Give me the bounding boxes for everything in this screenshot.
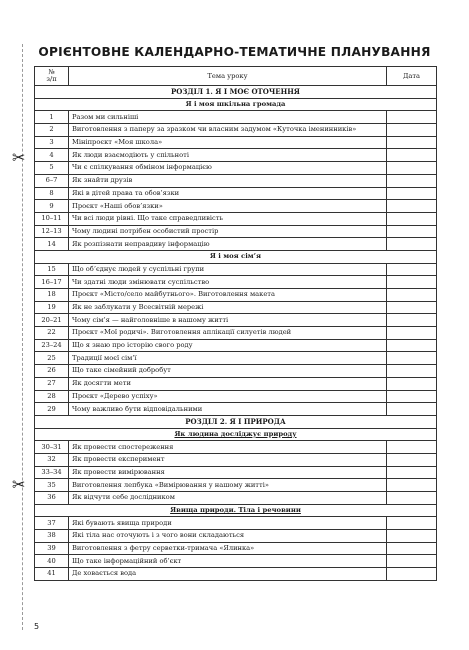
lesson-row	[35, 225, 437, 238]
lesson-topic: Як відчути себе дослідником	[69, 492, 387, 505]
lesson-topic: Проєкт «Дерево успіху»	[69, 390, 387, 403]
lesson-date-cell[interactable]	[387, 289, 437, 302]
lesson-row	[35, 124, 437, 137]
lesson-topic: Як провести експеримент	[69, 453, 387, 466]
lesson-row	[35, 492, 437, 505]
page-title: ОРІЄНТОВНЕ КАЛЕНДАРНО-ТЕМАТИЧНЕ ПЛАНУВАННЯ	[38, 45, 431, 59]
lesson-row	[35, 479, 437, 492]
lesson-date-cell[interactable]	[387, 162, 437, 175]
lesson-row	[35, 174, 437, 187]
lesson-number: 29	[35, 403, 69, 416]
lesson-number: 16–17	[35, 276, 69, 289]
lesson-topic: Як розпізнати неправдиву інформацію	[69, 238, 387, 251]
lesson-row	[35, 149, 437, 162]
lesson-number: 36	[35, 492, 69, 505]
subsection-heading-row	[35, 250, 437, 263]
column-header-topic: Тема уроку	[69, 67, 387, 86]
lesson-row	[35, 238, 437, 251]
section-heading: РОЗДІЛ 1. Я І МОЄ ОТОЧЕННЯ	[171, 87, 300, 97]
lesson-number: 26	[35, 365, 69, 378]
lesson-date-cell[interactable]	[387, 530, 437, 543]
subsection-heading-cell	[35, 250, 437, 263]
lesson-topic: Чи здатні люди змінювати суспільство	[69, 276, 387, 289]
lesson-row	[35, 542, 437, 555]
lesson-date-cell[interactable]	[387, 352, 437, 365]
subsection-heading-row	[35, 504, 437, 517]
lesson-number: 39	[35, 542, 69, 555]
lesson-topic: Виготовлення з паперу за зразком чи власним задумом «Куточка іменинників»	[69, 124, 387, 137]
lesson-topic: Які в дітей права та обов’язки	[69, 187, 387, 200]
lesson-row	[35, 339, 437, 352]
lesson-number: 20–21	[35, 314, 69, 327]
lesson-row	[35, 314, 437, 327]
lesson-topic: Які тіла нас оточують і з чого вони складаються	[69, 530, 387, 543]
subsection-heading-row	[35, 428, 437, 441]
lesson-number: 28	[35, 390, 69, 403]
lesson-date-cell[interactable]	[387, 466, 437, 479]
lesson-date-cell[interactable]	[387, 314, 437, 327]
section-heading-row	[35, 415, 437, 428]
lesson-topic: Чому важливо бути відповідальними	[69, 403, 387, 416]
lesson-number: 3	[35, 136, 69, 149]
subsection-heading-cell	[35, 428, 437, 441]
lesson-number: 9	[35, 200, 69, 213]
lesson-date-cell[interactable]	[387, 200, 437, 213]
lesson-topic: Виготовлення лепбука «Вимірювання у нашому житті»	[69, 479, 387, 492]
section-heading-row	[35, 86, 437, 99]
lesson-date-cell[interactable]	[387, 517, 437, 530]
cut-line	[22, 44, 23, 630]
lesson-date-cell[interactable]	[387, 390, 437, 403]
lesson-date-cell[interactable]	[387, 225, 437, 238]
table-header-row	[35, 67, 437, 86]
lesson-number: 30–31	[35, 441, 69, 454]
lesson-topic: Традиції моєї сім’ї	[69, 352, 387, 365]
lesson-number: 38	[35, 530, 69, 543]
lesson-topic: Разом ми сильніші	[69, 111, 387, 124]
lesson-number: 18	[35, 289, 69, 302]
lesson-number: 8	[35, 187, 69, 200]
lesson-row	[35, 187, 437, 200]
lesson-topic: Виготовлення з фетру серветки-тримача «Ялинка»	[69, 542, 387, 555]
lesson-date-cell[interactable]	[387, 403, 437, 416]
lesson-number: 35	[35, 479, 69, 492]
lesson-row	[35, 365, 437, 378]
lesson-date-cell[interactable]	[387, 441, 437, 454]
lesson-number: 12–13	[35, 225, 69, 238]
lesson-date-cell[interactable]	[387, 377, 437, 390]
lesson-number: 40	[35, 555, 69, 568]
lesson-row	[35, 517, 437, 530]
lesson-topic: Як провести вимірювання	[69, 466, 387, 479]
lesson-row	[35, 301, 437, 314]
lesson-date-cell[interactable]	[387, 136, 437, 149]
subsection-heading: Я і моя сім’я	[209, 252, 262, 261]
lesson-row	[35, 390, 437, 403]
lesson-number: 6–7	[35, 174, 69, 187]
lesson-number: 1	[35, 111, 69, 124]
lesson-date-cell[interactable]	[387, 327, 437, 340]
lesson-number: 15	[35, 263, 69, 276]
lesson-row	[35, 377, 437, 390]
lesson-topic: Що об’єднує людей у суспільні групи	[69, 263, 387, 276]
lesson-topic: Як знайти друзів	[69, 174, 387, 187]
lesson-number: 27	[35, 377, 69, 390]
lesson-row	[35, 568, 437, 581]
lesson-row	[35, 289, 437, 302]
lesson-row	[35, 530, 437, 543]
lesson-topic: Чи є спілкування обміном інформацією	[69, 162, 387, 175]
lesson-topic: Чи всі люди рівні. Що таке справедливість	[69, 212, 387, 225]
lesson-topic: Чому сім’я — найголовніше в нашому житті	[69, 314, 387, 327]
lesson-topic: Проєкт «Мої родичі». Виготовлення аплікації силуетів людей	[69, 327, 387, 340]
subsection-heading: Я і моя шкільна громада	[185, 100, 286, 109]
lesson-number: 22	[35, 327, 69, 340]
lesson-topic: Чому людині потрібен особистий простір	[69, 225, 387, 238]
lesson-row	[35, 555, 437, 568]
lesson-date-cell[interactable]	[387, 276, 437, 289]
plan-table-body	[35, 86, 437, 581]
lesson-number: 4	[35, 149, 69, 162]
lesson-date-cell[interactable]	[387, 301, 437, 314]
lesson-number: 32	[35, 453, 69, 466]
lesson-row	[35, 453, 437, 466]
lesson-date-cell[interactable]	[387, 238, 437, 251]
lesson-date-cell[interactable]	[387, 187, 437, 200]
lesson-number: 41	[35, 568, 69, 581]
lesson-topic: Проєкт «Наші обов’язки»	[69, 200, 387, 213]
lesson-number: 19	[35, 301, 69, 314]
lesson-date-cell[interactable]	[387, 453, 437, 466]
lesson-number: 14	[35, 238, 69, 251]
lesson-date-cell[interactable]	[387, 339, 437, 352]
page-number: 5	[34, 622, 40, 631]
scissors-icon: ✂	[12, 148, 26, 167]
lesson-number: 25	[35, 352, 69, 365]
lesson-number: 33–34	[35, 466, 69, 479]
lesson-date-cell[interactable]	[387, 174, 437, 187]
lesson-date-cell[interactable]	[387, 555, 437, 568]
lesson-row	[35, 162, 437, 175]
subsection-heading: Як людина досліджує природу	[174, 429, 297, 438]
lesson-date-cell[interactable]	[387, 568, 437, 581]
scissors-icon: ✂	[12, 475, 26, 494]
subsection-heading-row	[35, 98, 437, 111]
lesson-topic: Як досягти мети	[69, 377, 387, 390]
lesson-row	[35, 111, 437, 124]
lesson-date-cell[interactable]	[387, 365, 437, 378]
lesson-topic: Як провести спостереження	[69, 441, 387, 454]
lesson-row	[35, 441, 437, 454]
lesson-number: 2	[35, 124, 69, 137]
lesson-number: 10–11	[35, 212, 69, 225]
lesson-topic: Як не заблукати у Всесвітній мережі	[69, 301, 387, 314]
lesson-number: 23–24	[35, 339, 69, 352]
section-heading: РОЗДІЛ 2. Я І ПРИРОДА	[185, 417, 286, 427]
lesson-date-cell[interactable]	[387, 492, 437, 505]
lesson-date-cell[interactable]	[387, 124, 437, 137]
header-number-abbr: з/п	[46, 75, 57, 83]
lesson-row	[35, 403, 437, 416]
subsection-heading-cell	[35, 504, 437, 517]
lesson-topic: Що таке сімейний добробут	[69, 365, 387, 378]
lesson-row	[35, 200, 437, 213]
lesson-topic: Що я знаю про історію свого роду	[69, 339, 387, 352]
lesson-date-cell[interactable]	[387, 149, 437, 162]
lesson-row	[35, 263, 437, 276]
header-number-symbol: №	[48, 68, 55, 76]
section-heading-cell	[35, 86, 437, 99]
section-heading-cell	[35, 415, 437, 428]
lesson-topic: Як люди взаємодіють у спільноті	[69, 149, 387, 162]
lesson-number: 5	[35, 162, 69, 175]
lesson-row	[35, 276, 437, 289]
lesson-date-cell[interactable]	[387, 479, 437, 492]
column-header-number	[35, 67, 69, 86]
lesson-topic: Де ховається вода	[69, 568, 387, 581]
lesson-date-cell[interactable]	[387, 212, 437, 225]
lesson-topic: Мініпроєкт «Моя школа»	[69, 136, 387, 149]
lesson-topic: Які бувають явища природи	[69, 517, 387, 530]
lesson-number: 37	[35, 517, 69, 530]
lesson-topic: Що таке інформаційний об’єкт	[69, 555, 387, 568]
lesson-date-cell[interactable]	[387, 263, 437, 276]
subsection-heading-cell	[35, 98, 437, 111]
column-header-date: Дата	[387, 67, 437, 86]
subsection-heading: Явища природи. Тіла і речовини	[170, 506, 301, 515]
lesson-row	[35, 352, 437, 365]
lesson-row	[35, 136, 437, 149]
plan-table	[34, 66, 437, 581]
lesson-date-cell[interactable]	[387, 542, 437, 555]
lesson-topic: Проєкт «Місто/село майбутнього». Виготовлення макета	[69, 289, 387, 302]
lesson-date-cell[interactable]	[387, 111, 437, 124]
lesson-row	[35, 327, 437, 340]
lesson-row	[35, 212, 437, 225]
lesson-row	[35, 466, 437, 479]
